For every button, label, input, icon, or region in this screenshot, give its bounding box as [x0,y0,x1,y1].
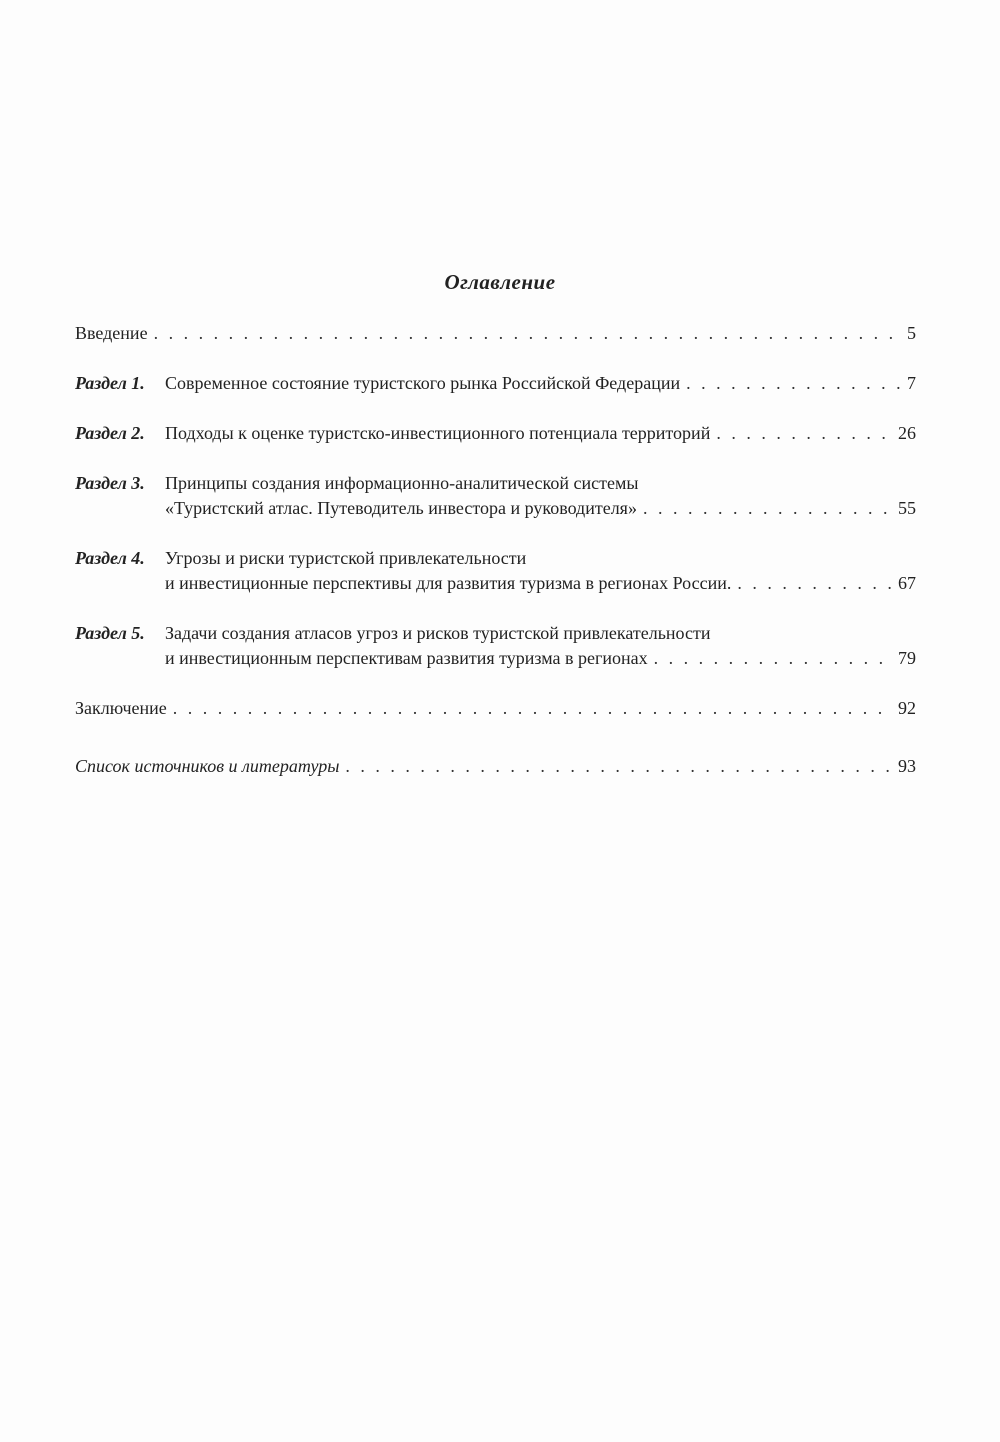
toc-entry-title: Список источников и литературы [75,756,340,776]
toc-page-number: 7 [907,373,916,393]
toc-leader-dots [173,696,892,721]
toc-section-label: Раздел 5. [75,623,145,643]
toc-entry-section-5[interactable] [75,621,916,671]
toc-section-label: Раздел 3. [75,473,145,493]
toc-entry-section-3[interactable] [75,471,916,521]
toc-entry-introduction[interactable] [75,321,916,346]
toc-leader-dots [716,421,892,446]
toc-entry-title: Подходы к оценке туристско-инвестиционного потенциала территорий [165,423,711,443]
toc-entry-title-line-1: Угрозы и риски туристской привлекательности [165,548,527,568]
toc-entry-conclusion[interactable] [75,696,916,721]
toc-entry-title-line-2: и инвестиционным перспективам развития туризма в регионах [165,648,648,668]
toc-entry-title-line-1: Принципы создания информационно-аналитической системы [165,473,639,493]
toc-leader-dots [154,321,901,346]
toc-entry-title: Введение [75,323,148,343]
toc-page-number: 67 [898,573,916,593]
toc-entry-title-line-2: и инвестиционные перспективы для развития туризма в регионах России. [165,573,732,593]
toc-page-number: 79 [898,648,916,668]
toc-leader-dots [737,571,892,596]
toc-section-label: Раздел 2. [75,423,145,443]
toc-entry-references[interactable] [75,754,916,779]
toc-page-number: 5 [907,323,916,343]
toc-entry-title: Современное состояние туристского рынка Российской Федерации [165,373,681,393]
toc-leader-dots [654,646,892,671]
toc-entry-section-1[interactable] [75,371,916,396]
toc-entry-title-line-2: «Туристский атлас. Путеводитель инвестора и руководителя» [165,498,637,518]
toc-section-label: Раздел 1. [75,373,145,393]
toc-page-number: 55 [898,498,916,518]
toc-page-number: 92 [898,698,916,718]
toc-leader-dots [643,496,892,521]
toc-leader-dots [686,371,901,396]
toc-section-label: Раздел 4. [75,548,145,568]
toc-entry-section-2[interactable] [75,421,916,446]
toc-entry-section-4[interactable] [75,546,916,596]
toc-title: Оглавление [444,270,556,294]
toc-page-number: 26 [898,423,916,443]
toc-page-number: 93 [898,756,916,776]
toc-leader-dots [345,754,892,779]
toc-entry-title-line-1: Задачи создания атласов угроз и рисков туристской привлекательности [165,623,711,643]
toc-entry-title: Заключение [75,698,167,718]
